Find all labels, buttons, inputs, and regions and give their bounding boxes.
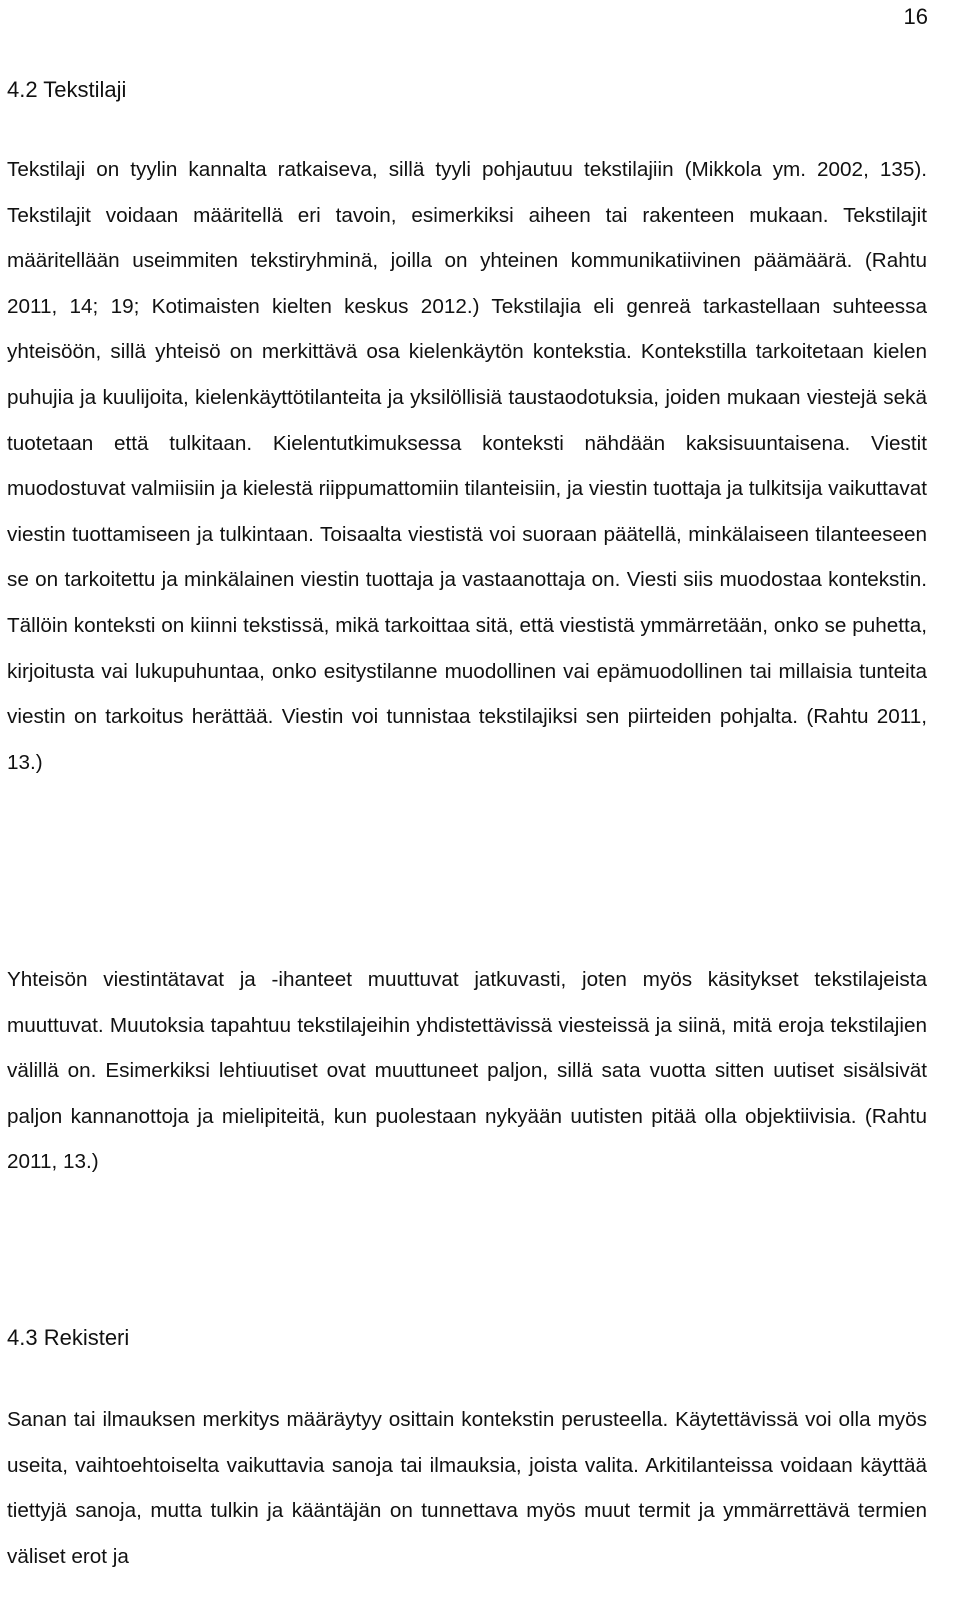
- section-heading-tekstilaji: 4.2 Tekstilaji: [7, 77, 127, 102]
- page-number: 16: [903, 4, 928, 29]
- paragraph: Sanan tai ilmauksen merkitys määräytyy osittain kontekstin perusteella. Käytettävissä voi olla myös useita, vaihtoehtoiselta vaikuttavia sanoja tai ilmauksia, joista valita. Arkitilanteissa voidaan käyttää tiettyjä sanoja, mutta tulkin ja kääntäjän on tunnettava myös muut termit ja ymmärrettävä termien väliset erot ja: [7, 1408, 927, 1568]
- paragraph: Yhteisön viestintätavat ja -ihanteet muuttuvat jatkuvasti, joten myös käsitykset tekstilajeista muuttuvat. Muutoksia tapahtuu tekstilajeihin yhdistettävissä viesteissä ja siinä, mitä eroja tekstilajien välillä on. Esimerkiksi lehtiuutiset ovat muuttuneet paljon, sillä sata vuotta sitten uutiset sisälsivät paljon kannanottoja ja mielipiteitä, kun puolestaan nykyään uutisten pitää olla objektiivisia. (Rahtu 2011, 13.): [7, 968, 927, 1174]
- paragraph: Tekstilaji on tyylin kannalta ratkaiseva, sillä tyyli pohjautuu tekstilajiin (Mikkola ym. 2002, 135). Tekstilajit voidaan määritellä eri tavoin, esimerkiksi aiheen tai rakenteen mukaan. Tekstilajit määritellään useimmiten tekstiryhminä, joilla on yhteinen kommunikatiivinen päämäärä. (Rahtu 2011, 14; 19; Kotimaisten kielten keskus 2012.) Tekstilajia eli genreä tarkastellaan suhteessa yhteisöön, sillä yhteisö on merkittävä osa kielenkäytön kontekstia. Kontekstilla tarkoitetaan kielen puhujia ja kuulijoita, kielenkäyttötilanteita ja yksilöllisiä taustaodotuksia, joiden mukaan viestejä sekä tuotetaan että tulkitaan. Kielentutkimuksessa konteksti nähdään kaksisuuntaisena. Viestit muodostuvat valmiisiin ja kielestä riippumattomiin tilanteisiin, ja viestin tuottaja ja tulkitsija vaikuttavat viestin tuottamiseen ja tulkintaan. Toisaalta viestistä voi suoraan päätellä, minkälaiseen tilanteeseen se on tarkoitettu ja minkälainen viestin tuottaja ja vastaanottaja on. Viesti siis muodostaa kontekstin. Tällöin konteksti on kiinni tekstissä, mikä tarkoittaa sitä, että viestistä ymmärretään, onko se puhetta, kirjoitusta vai lukupuhuntaa, onko esitystilanne muodollinen vai epämuodollinen tai millaisia tunteita viestin on tarkoitus herättää. Viestin voi tunnistaa tekstilajiksi sen piirteiden pohjalta. (Rahtu 2011, 13.): [7, 158, 927, 774]
- section-heading-rekisteri: 4.3 Rekisteri: [7, 1325, 130, 1350]
